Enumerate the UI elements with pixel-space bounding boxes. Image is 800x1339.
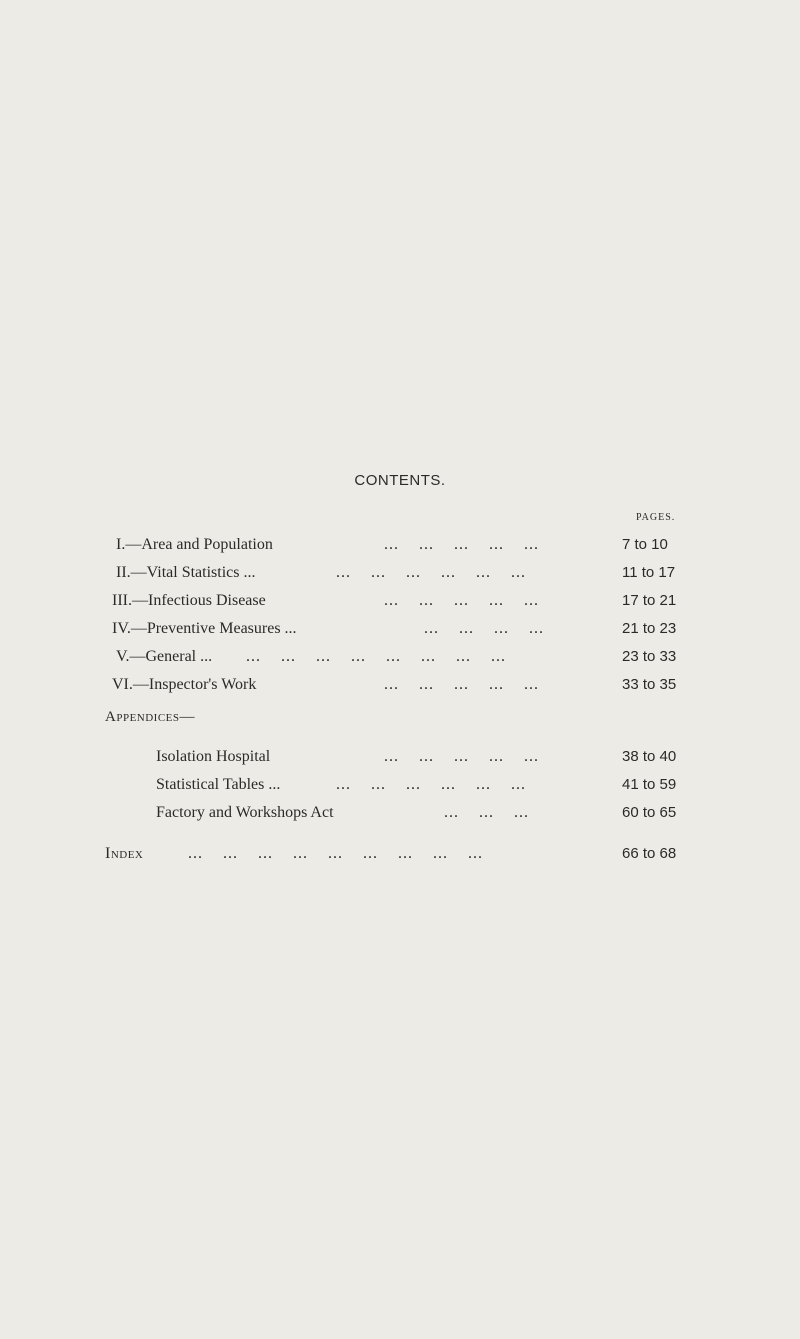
appendix-entry [0,748,800,770]
leader-dots: ... ... ... ... ... ... ... ... [246,648,506,665]
toc-entry-label: V.—General ... [116,648,213,665]
toc-entry [0,536,800,558]
toc-entry [0,592,800,614]
toc-entry-pages: 23 to 33 [622,648,677,665]
toc-entry-pages: 7 to 10 [622,536,668,553]
toc-entry-label: II.—Vital Statistics ... [116,564,256,581]
toc-entry [0,620,800,642]
appendices-heading: Appendices— [105,709,196,725]
contents-title: CONTENTS. [354,472,446,489]
leader-dots: ... ... ... ... ... [384,536,539,553]
index-entry-label: Index [105,845,144,862]
toc-entry [0,676,800,698]
leader-dots: ... ... ... ... ... ... ... ... ... [188,845,483,862]
index-entry-pages: 66 to 68 [622,845,677,862]
toc-entry-label: IV.—Preventive Measures ... [112,620,297,637]
leader-dots: ... ... ... [444,804,529,821]
toc-entry-label: III.—Infectious Disease [112,592,266,609]
appendix-entry-pages: 60 to 65 [622,804,677,821]
appendix-entry-pages: 41 to 59 [622,776,677,793]
toc-entry [0,564,800,586]
appendix-entry [0,776,800,798]
toc-entry-pages: 21 to 23 [622,620,677,637]
appendix-entry-pages: 38 to 40 [622,748,677,765]
index-entry [0,845,800,867]
leader-dots: ... ... ... ... ... ... [336,564,526,581]
toc-entry-label: VI.—Inspector's Work [112,676,257,693]
toc-entry [0,648,800,670]
toc-entry-pages: 33 to 35 [622,676,677,693]
leader-dots: ... ... ... ... ... [384,592,539,609]
leader-dots: ... ... ... ... ... [384,748,539,765]
leader-dots: ... ... ... ... [424,620,544,637]
leader-dots: ... ... ... ... ... [384,676,539,693]
toc-entry-pages: 11 to 17 [622,564,676,581]
appendix-entry [0,804,800,826]
appendix-entry-label: Isolation Hospital [156,748,271,765]
appendix-entry-label: Factory and Workshops Act [156,804,334,821]
toc-entry-pages: 17 to 21 [622,592,677,609]
toc-entry-label: I.—Area and Population [116,536,273,553]
pages-column-header: PAGES. [636,512,676,523]
leader-dots: ... ... ... ... ... ... [336,776,526,793]
appendix-entry-label: Statistical Tables ... [156,776,281,793]
